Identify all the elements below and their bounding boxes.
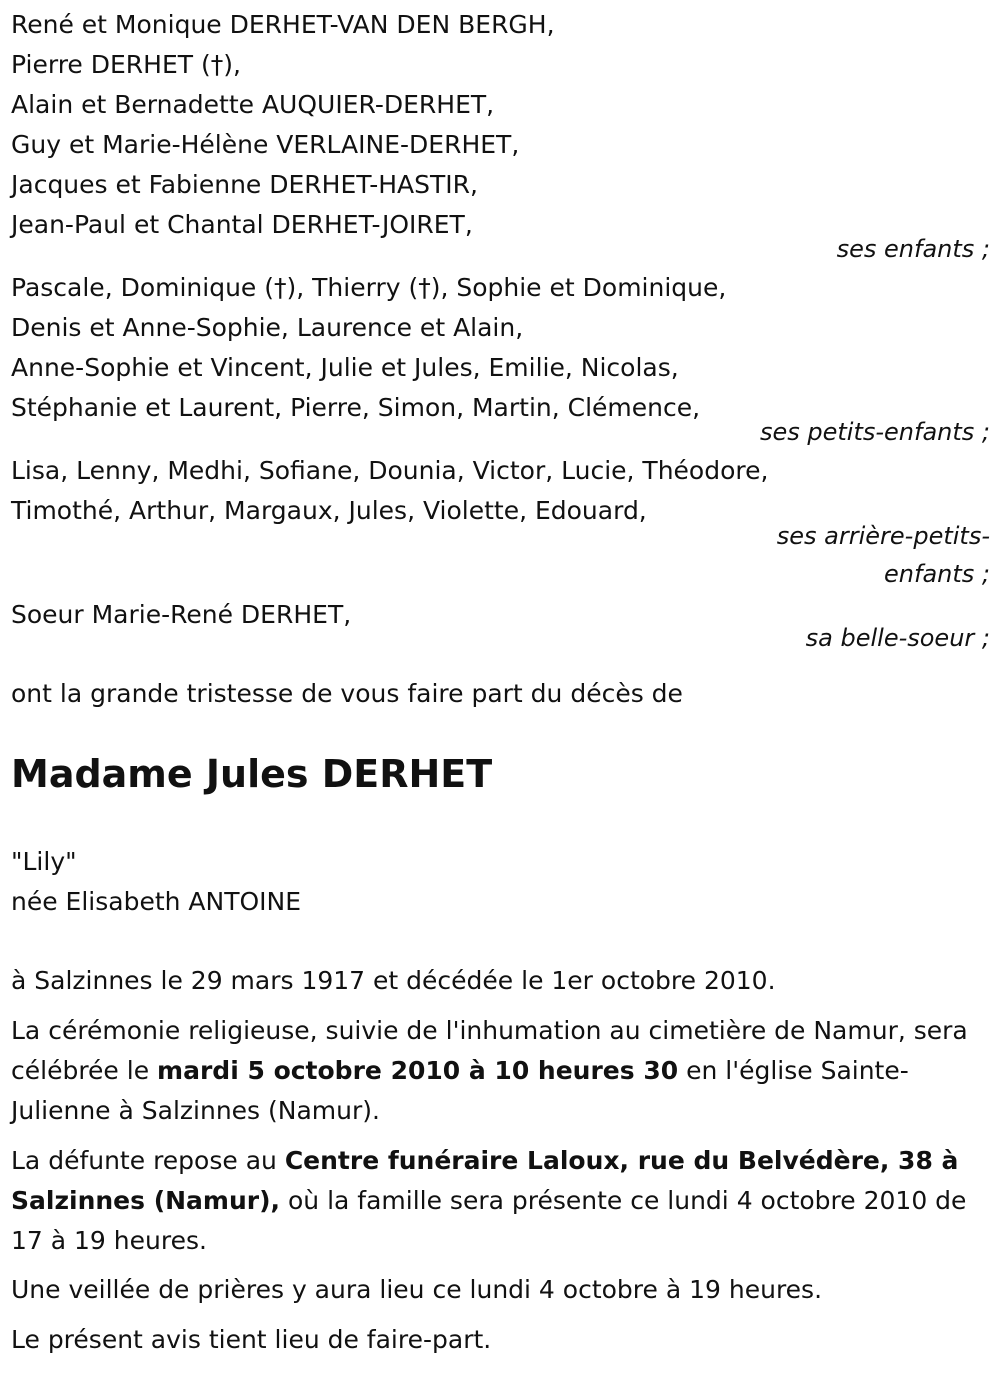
deceased-name: Madame Jules DERHET (11, 752, 493, 796)
ceremony-text-start: La cérémonie religieuse, suivie de l'inhumation au cimetière de Namur, sera célébrée le (11, 1016, 968, 1085)
ceremony-datetime: mardi 5 octobre 2010 à 10 heures 30 (157, 1056, 679, 1085)
funeral-home: Centre funéraire Laloux, rue du Belvédère, 38 à Salzinnes (Namur), (11, 1146, 959, 1215)
relation-sister-in-law: sa belle-soeur ; (805, 624, 990, 652)
grandchildren-list (11, 268, 991, 428)
list-item: Pascale, Dominique (†), Thierry (†), Sophie et Dominique, (11, 273, 727, 302)
rest-text (11, 1141, 986, 1261)
relation-great-grandchildren-2: enfants ; (884, 560, 990, 588)
ceremony-paragraph (11, 1011, 991, 1131)
nickname: "Lily" (11, 847, 77, 876)
list-item: Denis et Anne-Sophie, Laurence et Alain, (11, 313, 524, 342)
rest-text-start: La défunte repose au (11, 1146, 285, 1175)
list-item: Lisa, Lenny, Medhi, Sofiane, Dounia, Victor, Lucie, Théodore, (11, 456, 769, 485)
relation-grandchildren: ses petits-enfants ; (759, 418, 990, 446)
list-item: Jacques et Fabienne DERHET-HASTIR, (11, 170, 478, 199)
list-item: Jean-Paul et Chantal DERHET-JOIRET, (11, 210, 473, 239)
dates-text: à Salzinnes le 29 mars 1917 et décédée le 1er octobre 2010. (11, 966, 776, 995)
list-item: Soeur Marie-René DERHET, (11, 600, 352, 629)
list-item: René et Monique DERHET-VAN DEN BERGH, (11, 10, 555, 39)
birth-name: née Elisabeth ANTOINE (11, 887, 302, 916)
list-item: Stéphanie et Laurent, Pierre, Simon, Martin, Clémence, (11, 393, 701, 422)
list-item: Alain et Bernadette AUQUIER-DERHET, (11, 90, 495, 119)
ceremony-text-end: en l'église Sainte-Julienne à Salzinnes (Namur). (11, 1056, 909, 1125)
list-item: Pierre DERHET (†), (11, 50, 241, 79)
closing-text: Le présent avis tient lieu de faire-part. (11, 1325, 492, 1354)
vigil-text: Une veillée de prières y aura lieu ce lundi 4 octobre à 19 heures. (11, 1275, 823, 1304)
ceremony-text (11, 1011, 986, 1131)
list-item: Anne-Sophie et Vincent, Julie et Jules, Emilie, Nicolas, (11, 353, 679, 382)
relation-great-grandchildren-1: ses arrière-petits- (776, 522, 990, 550)
announcement (11, 674, 991, 714)
closing (11, 1320, 991, 1360)
deceased-details (11, 842, 991, 922)
list-item: Timothé, Arthur, Margaux, Jules, Violette, Edouard, (11, 496, 647, 525)
children-list (11, 5, 991, 245)
announcement-text: ont la grande tristesse de vous faire part du décès de (11, 679, 683, 708)
rest-text-end: où la famille sera présente ce lundi 4 octobre 2010 de 17 à 19 heures. (11, 1186, 967, 1255)
relation-children: ses enfants ; (836, 235, 990, 263)
dates (11, 961, 991, 1001)
rest-paragraph (11, 1141, 991, 1261)
vigil (11, 1270, 991, 1310)
list-item: Guy et Marie-Hélène VERLAINE-DERHET, (11, 130, 520, 159)
deceased-header (11, 751, 991, 797)
